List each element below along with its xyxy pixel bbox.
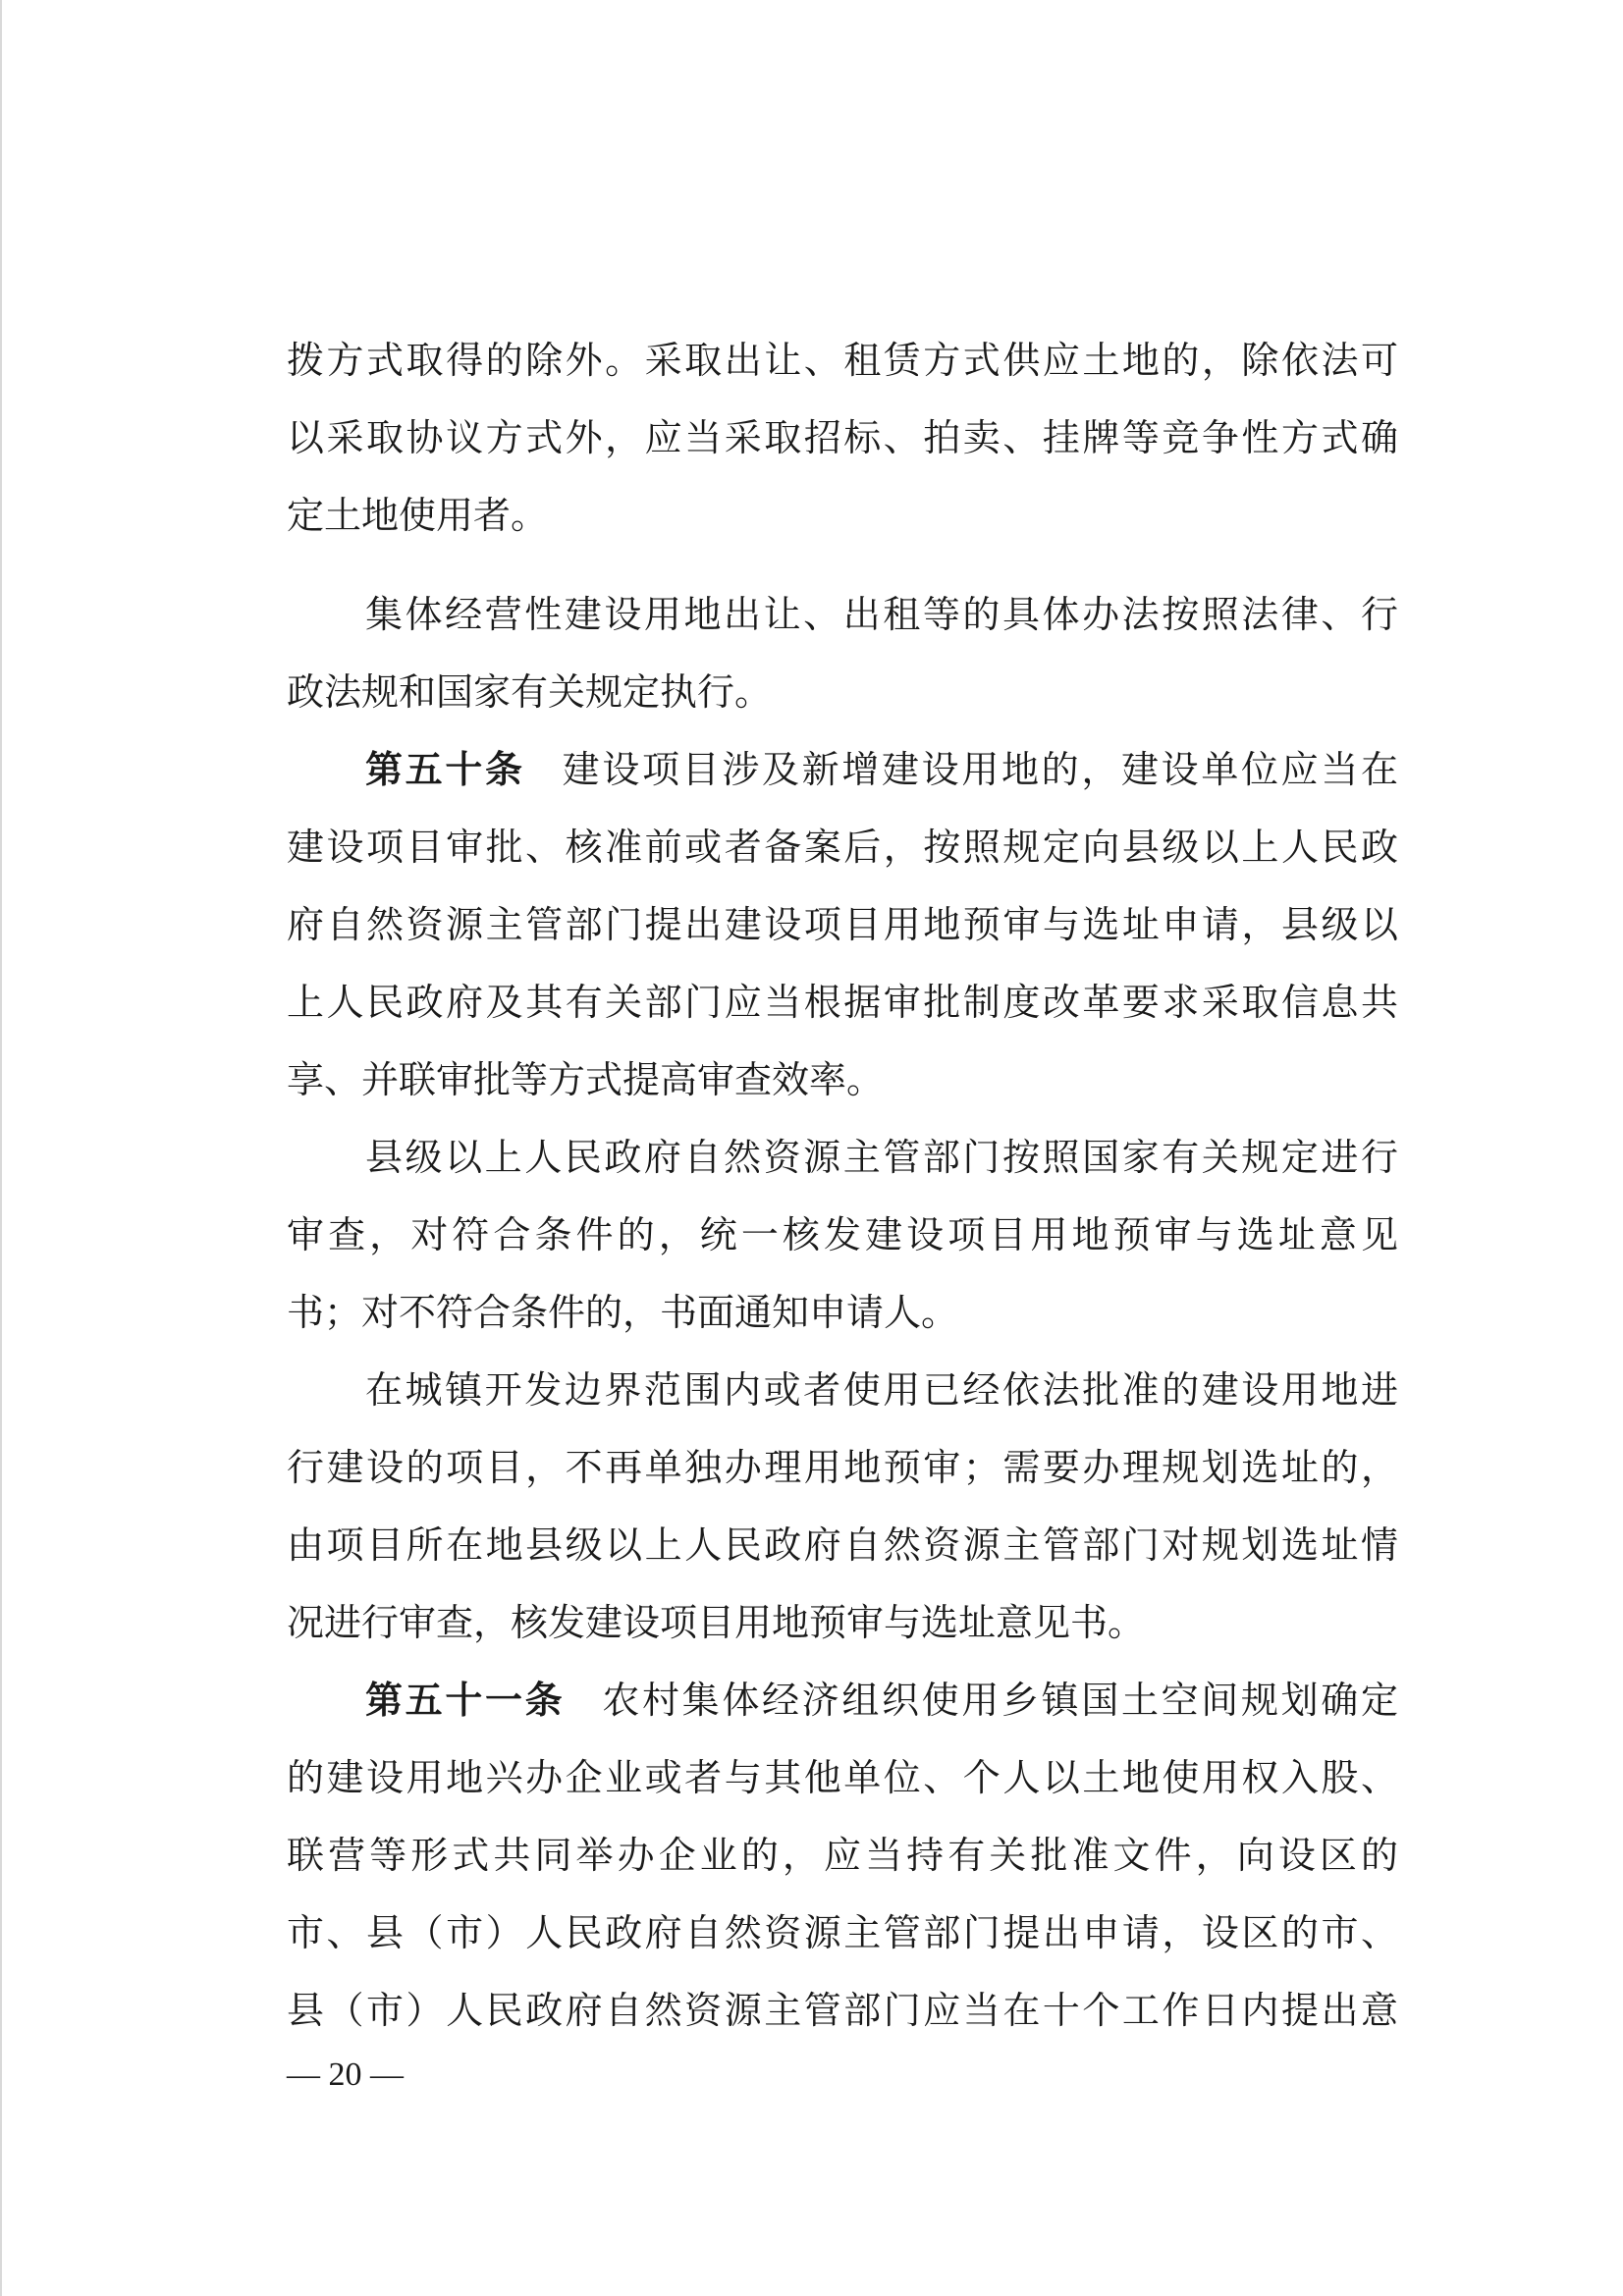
article-number: 第五十一条 xyxy=(365,1679,566,1722)
text-line: 建设项目审批、核准前或者备案后，按照规定向县级以上人民政 xyxy=(287,826,1398,869)
page-number: — 20 — xyxy=(287,2056,404,2093)
text-line: 市、县（市）人民政府自然资源主管部门提出申请，设区的市、 xyxy=(287,1911,1398,1954)
text-line: 以采取协议方式外，应当采取招标、拍卖、挂牌等竞争性方式确 xyxy=(287,416,1398,459)
text-line: 集体经营性建设用地出让、出租等的具体办法按照法律、行 xyxy=(365,593,1398,636)
article-number: 第五十条 xyxy=(365,748,525,791)
text-line: 享、并联审批等方式提高审查效率。 xyxy=(287,1058,885,1101)
text-line: 上人民政府及其有关部门应当根据审批制度改革要求采取信息共 xyxy=(287,981,1398,1024)
text-line: 建设项目涉及新增建设用地的，建设单位应当在 xyxy=(562,748,1398,791)
text-line: 由项目所在地县级以上人民政府自然资源主管部门对规划选址情 xyxy=(287,1523,1398,1567)
scan-edge xyxy=(0,0,2,2296)
text-line: 县（市）人民政府自然资源主管部门应当在十个工作日内提出意 xyxy=(287,1989,1398,2032)
text-line: 县级以上人民政府自然资源主管部门按照国家有关规定进行 xyxy=(365,1136,1398,1179)
text-line: 政法规和国家有关规定执行。 xyxy=(287,670,773,714)
article-line xyxy=(365,738,1398,801)
text-line: 府自然资源主管部门提出建设项目用地预审与选址申请，县级以 xyxy=(287,903,1398,946)
text-line: 书；对不符合条件的，书面通知申请人。 xyxy=(287,1291,959,1334)
text-line: 联营等形式共同举办企业的，应当持有关批准文件，向设区的 xyxy=(287,1834,1398,1877)
text-line: 况进行审查，核发建设项目用地预审与选址意见书。 xyxy=(287,1601,1146,1644)
text-line: 的建设用地兴办企业或者与其他单位、个人以土地使用权入股、 xyxy=(287,1756,1398,1799)
text-line: 审查，对符合条件的，统一核发建设项目用地预审与选址意见 xyxy=(287,1213,1398,1256)
article-line xyxy=(365,1669,1398,1732)
text-line: 拨方式取得的除外。采取出让、租赁方式供应土地的，除依法可 xyxy=(287,339,1398,382)
text-line: 农村集体经济组织使用乡镇国土空间规划确定 xyxy=(602,1679,1398,1722)
text-line: 定土地使用者。 xyxy=(287,494,549,537)
text-line: 行建设的项目，不再单独办理用地预审；需要办理规划选址的， xyxy=(287,1446,1398,1489)
text-line: 在城镇开发边界范围内或者使用已经依法批准的建设用地进 xyxy=(365,1368,1398,1412)
